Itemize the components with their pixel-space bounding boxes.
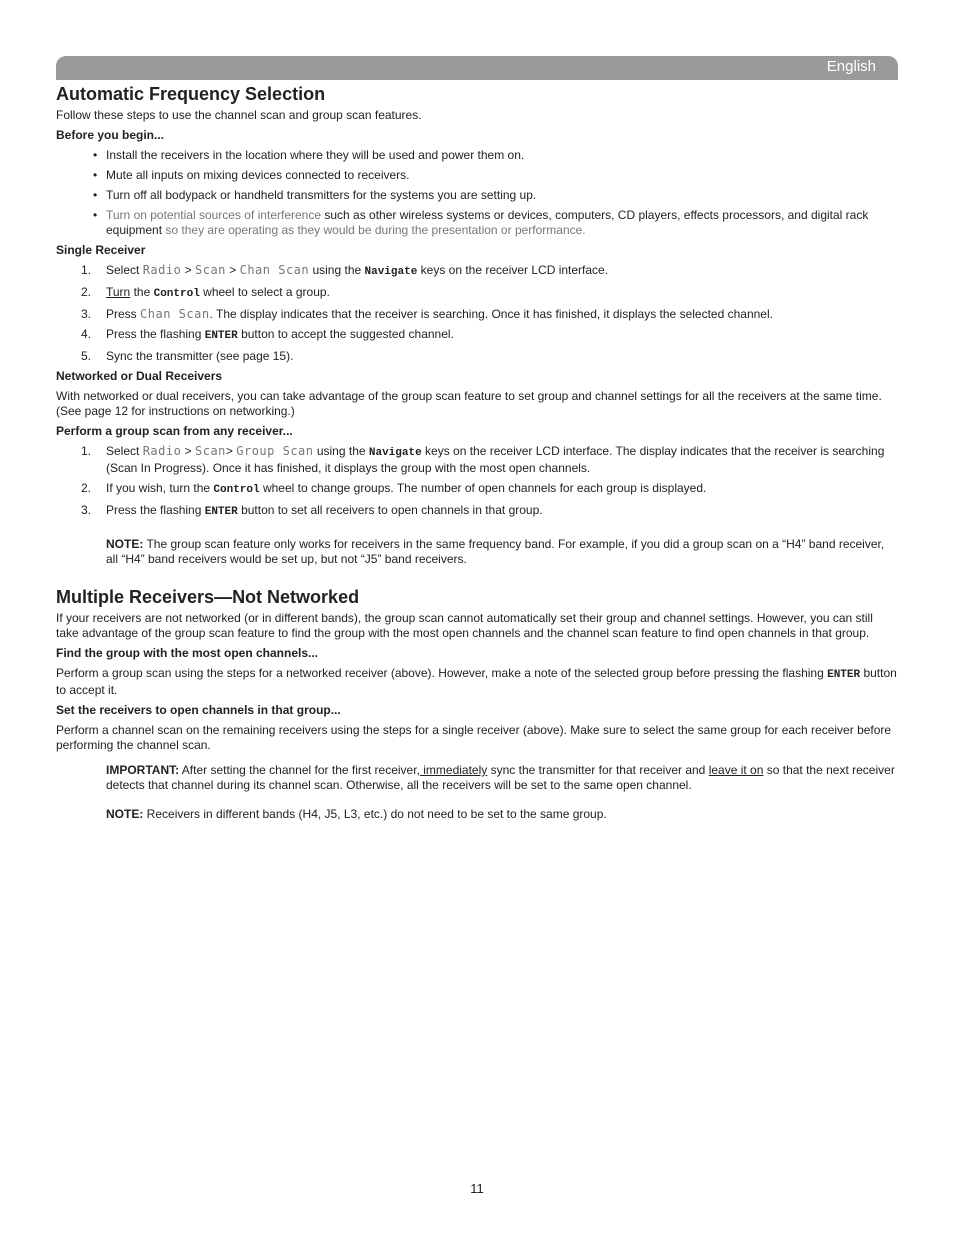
step-text: wheel to change groups. The number of open channels for each group is displayed. [259,481,707,495]
note-text: The group scan feature only works for receivers in the same frequency band. For example, if you did a group scan on a “H4” band receiver, all “H4” band receivers would be set up, but not “J5” band receivers. [106,537,885,566]
page-number: 11 [470,1181,484,1196]
step-item [81,444,898,476]
page-content [56,84,898,832]
list-item: • Mute all inputs on mixing devices connected to receivers. [106,168,898,183]
button-name: Navigate [364,266,418,278]
separator: > [225,444,237,458]
step-number: 1. [81,444,92,458]
separator: > [181,263,195,277]
button-name: ENTER [827,669,861,681]
step-item [81,503,898,520]
networked-text: With networked or dual receivers, you can take advantage of the group scan feature to set group and channel settings for all the receivers at the same time. (See page 12 for instructions on networking.) [56,389,882,418]
step-text: . The display indicates that the receiver is searching. Once it has finished, it displays the selected channel. [209,307,773,321]
item-text: such as other wireless systems or devices, computers, CD players, effects processors, and digital rack equipment [106,208,869,237]
step-text: using the [309,263,365,277]
body-text: sync the transmitter for that receiver and [487,763,709,777]
note-label: NOTE: [106,807,144,821]
subheading-single-receiver: Single Receiver [56,243,146,257]
step-number: 2. [81,285,92,299]
set-receivers-text: Perform a channel scan on the remaining receivers using the steps for a single receiver (above). Make sure to select the same group for each receiver before performing the channel scan. [56,723,892,752]
step-text: Select [106,263,143,277]
lcd-menu-text: Chan Scan [239,263,310,277]
step-item [81,327,898,344]
step-item [81,285,898,302]
note-text: Receivers in different bands (H4, J5, L3, etc.) do not need to be set to the same group. [143,807,607,821]
step-text: Sync the transmitter (see page 15). [106,349,294,363]
step-number: 1. [81,263,92,277]
step-item [81,349,898,364]
separator: > [181,444,195,458]
grey-text: Turn on potential sources of interference [106,208,322,222]
step-text: Press [106,307,141,321]
list-item: • Install the receivers in the location where they will be used and power them on. [106,148,898,163]
lcd-menu-text: Chan Scan [140,307,210,321]
important-label: IMPORTANT: [106,763,180,777]
step-text: using the [313,444,369,458]
find-group-text [56,666,898,698]
body-text: so that the next receiver detects that channel during its channel scan. Otherwise, all the receivers will be set to the same open channel. [106,763,895,792]
subheading-find-group: Find the group with the most open channels... [56,646,319,660]
step-text: wheel to select a group. [199,285,330,299]
before-you-begin-list [56,148,898,238]
header-tab-bar [56,56,898,80]
step-text: Press the flashing [106,327,205,341]
step-item [81,481,898,498]
button-name: ENTER [204,506,238,518]
lcd-menu-text: Group Scan [236,444,314,458]
button-name: Control [213,484,260,496]
subheading-group-scan: Perform a group scan from any receiver... [56,424,293,438]
step-text: button to set all receivers to open channels in that group. [237,503,543,517]
section-intro: If your receivers are not networked (or in different bands), the group scan cannot automatically set their group and channel settings. However, you can still take advantage of the group scan feature to find the group with the most open channels and the channel scan feature to find open channels in that group. [56,611,873,640]
step-text: keys on the receiver LCD interface. [417,263,609,277]
step-number: 3. [81,307,92,321]
step-number: 2. [81,481,92,495]
note-group-scan [106,537,898,567]
button-name: ENTER [204,330,238,342]
lcd-menu-text: Scan [195,444,226,458]
step-text: Select [106,444,143,458]
step-number: 5. [81,349,92,363]
lcd-menu-text: Scan [195,263,226,277]
separator: > [225,263,240,277]
button-name: Navigate [368,447,422,459]
step-number: 4. [81,327,92,341]
underlined-text: Turn [106,285,131,299]
note-different-bands [106,807,898,822]
step-text: Press the flashing [106,503,205,517]
lcd-menu-text: Radio [142,444,182,458]
underlined-text: immediately [419,763,488,777]
section-intro: Follow these steps to use the channel scan and group scan features. [56,108,422,122]
step-text: the [130,285,154,299]
list-item [106,208,898,238]
subheading-set-receivers: Set the receivers to open channels in that group... [56,703,341,717]
lcd-menu-text: Radio [142,263,182,277]
button-name: Control [153,288,200,300]
section-title-automatic-frequency-selection: Automatic Frequency Selection [56,84,326,104]
note-label: NOTE: [106,537,144,551]
step-item [81,263,898,280]
important-note [106,763,898,793]
section-title-multiple-receivers: Multiple Receivers—Not Networked [56,587,360,607]
grey-text: so they are operating as they would be during the presentation or performance. [162,223,586,237]
step-number: 3. [81,503,92,517]
single-receiver-steps [56,263,898,364]
step-item [81,307,898,322]
group-scan-steps [56,444,898,520]
body-text: Perform a group scan using the steps for a networked receiver (above). However, make a note of the selected group before pressing the flashing [56,666,828,680]
body-text: After setting the channel for the first receiver, [179,763,420,777]
list-item: • Turn off all bodypack or handheld transmitters for the systems you are setting up. [106,188,898,203]
step-text: button to accept the suggested channel. [237,327,454,341]
subheading-networked-or-dual: Networked or Dual Receivers [56,369,223,383]
body-text: button to accept it. [56,666,897,697]
step-text: If you wish, turn the [106,481,214,495]
underlined-text: leave it on [708,763,764,777]
language-label: English [826,58,876,75]
subheading-before-you-begin: Before you begin... [56,128,165,142]
step-text: keys on the receiver LCD interface. The display indicates that the receiver is searching (Scan In Progress). Once it has finished, it displays the group with the most open channels. [106,444,885,475]
